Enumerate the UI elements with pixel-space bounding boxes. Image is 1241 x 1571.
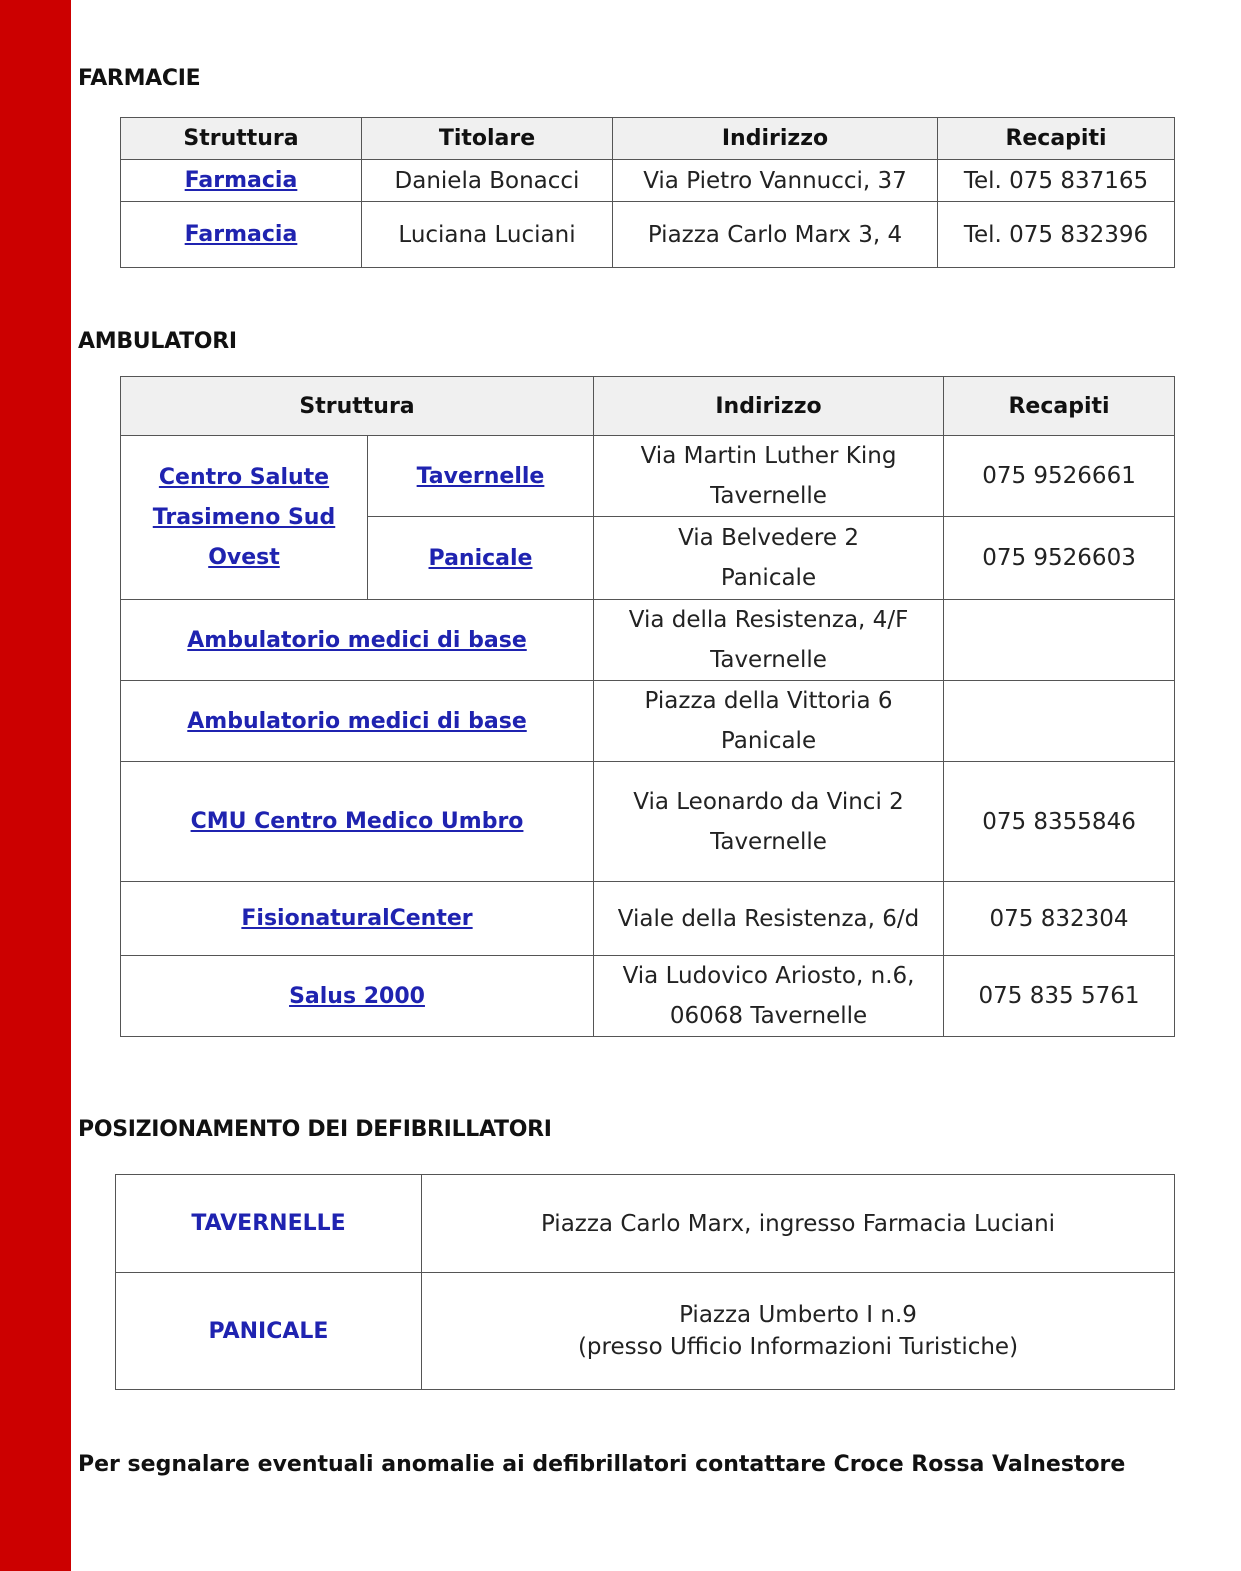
titolare-cell: Daniela Bonacci (362, 160, 613, 202)
fisionatural-link[interactable]: FisionaturalCenter (241, 906, 473, 931)
recapiti-cell: 075 9526603 (944, 517, 1175, 600)
location-cell: Piazza Carlo Marx, ingresso Farmacia Luciani (422, 1175, 1175, 1273)
recapiti-cell: Tel. 075 837165 (938, 160, 1175, 202)
table-row (116, 1273, 1175, 1390)
indirizzo-cell: Via della Resistenza, 4/F Tavernelle (594, 600, 944, 681)
header-titolare: Titolare (362, 118, 613, 160)
footer-note: Per segnalare eventuali anomalie ai defibrillatori contattare Croce Rossa Valnestore (78, 1452, 1126, 1477)
table-row (116, 1175, 1175, 1273)
header-struttura: Struttura (121, 118, 362, 160)
ambulatorio-link[interactable]: Ambulatorio medici di base (187, 708, 527, 734)
recapiti-cell: 075 832304 (944, 882, 1175, 956)
section-title-defibrillatori: POSIZIONAMENTO DEI DEFIBRILLATORI (78, 1117, 552, 1142)
indirizzo-cell: Piazza Carlo Marx 3, 4 (613, 202, 938, 268)
farmacia-link[interactable]: Farmacia (184, 222, 298, 247)
red-sidebar-stripe (0, 0, 71, 1571)
location-cell: Piazza Umberto I n.9 (presso Ufficio Informazioni Turistiche) (422, 1273, 1175, 1390)
centro-salute-link[interactable]: Centro Salute Trasimeno Sud Ovest (152, 464, 336, 570)
table-header-row (121, 118, 1175, 160)
titolare-cell: Luciana Luciani (362, 202, 613, 268)
header-recapiti: Recapiti (944, 377, 1175, 436)
farmacie-table (120, 117, 1175, 268)
ambulatori-table (120, 376, 1175, 1037)
indirizzo-cell: Via Belvedere 2 Panicale (594, 517, 944, 600)
table-row (121, 202, 1175, 268)
recapiti-cell (944, 681, 1175, 762)
indirizzo-cell: Via Pietro Vannucci, 37 (613, 160, 938, 202)
defibrillatori-table (115, 1174, 1175, 1390)
table-row (121, 436, 1175, 517)
indirizzo-cell: Piazza della Vittoria 6 Panicale (594, 681, 944, 762)
header-indirizzo: Indirizzo (594, 377, 944, 436)
sede-panicale-link[interactable]: Panicale (428, 545, 533, 571)
salus-link[interactable]: Salus 2000 (289, 983, 425, 1009)
table-header-row (121, 377, 1175, 436)
farmacia-link[interactable]: Farmacia (184, 168, 298, 193)
table-row (121, 600, 1175, 681)
recapiti-cell: 075 835 5761 (944, 956, 1175, 1037)
indirizzo-cell: Via Leonardo da Vinci 2 Tavernelle (594, 762, 944, 882)
header-recapiti: Recapiti (938, 118, 1175, 160)
section-title-ambulatori: AMBULATORI (78, 329, 237, 354)
recapiti-cell: Tel. 075 832396 (938, 202, 1175, 268)
city-label: PANICALE (208, 1318, 329, 1344)
section-title-farmacie: FARMACIE (78, 66, 201, 91)
header-struttura: Struttura (121, 377, 594, 436)
city-label: TAVERNELLE (191, 1211, 346, 1236)
table-row (121, 956, 1175, 1037)
table-row (121, 160, 1175, 202)
cmu-link[interactable]: CMU Centro Medico Umbro (190, 809, 524, 834)
table-row (121, 882, 1175, 956)
recapiti-cell: 075 8355846 (944, 762, 1175, 882)
indirizzo-cell: Viale della Resistenza, 6/d (594, 882, 944, 956)
ambulatorio-link[interactable]: Ambulatorio medici di base (187, 627, 527, 653)
sede-tavernelle-link[interactable]: Tavernelle (416, 463, 545, 489)
recapiti-cell: 075 9526661 (944, 436, 1175, 517)
table-row (121, 681, 1175, 762)
header-indirizzo: Indirizzo (613, 118, 938, 160)
recapiti-cell (944, 600, 1175, 681)
indirizzo-cell: Via Ludovico Ariosto, n.6, 06068 Tavernelle (594, 956, 944, 1037)
table-row (121, 762, 1175, 882)
indirizzo-cell: Via Martin Luther King Tavernelle (594, 436, 944, 517)
